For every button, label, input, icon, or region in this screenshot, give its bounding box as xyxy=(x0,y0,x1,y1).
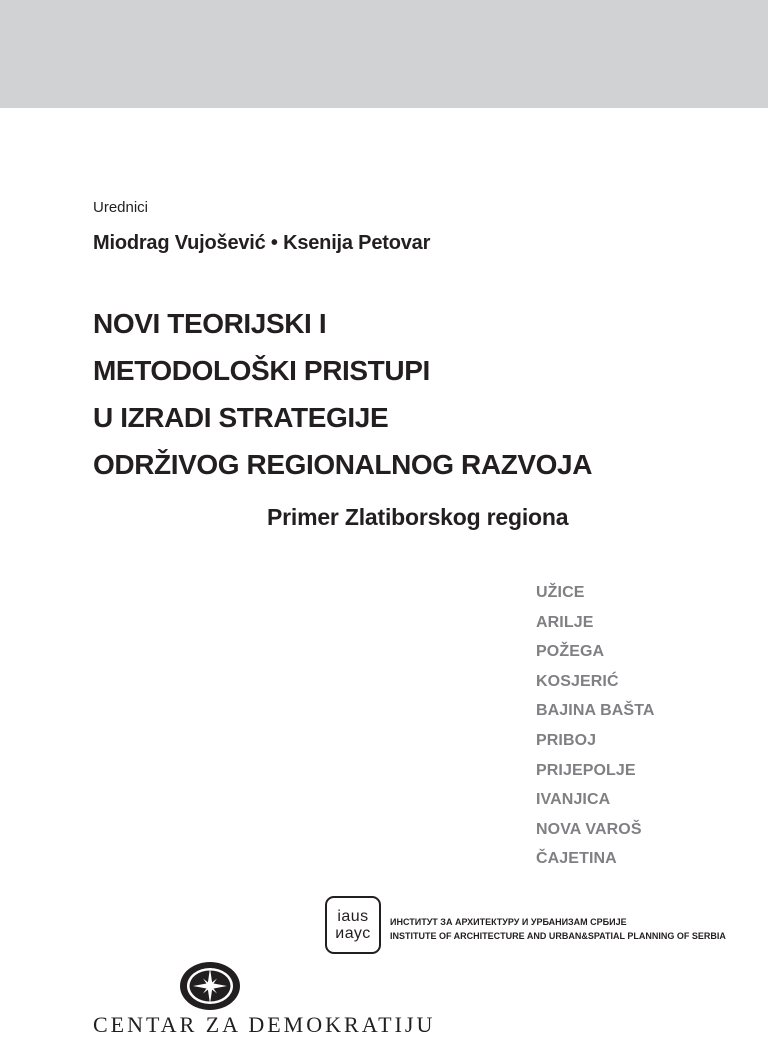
iaus-logo-cyrillic: иаус xyxy=(335,925,371,942)
title-line: U IZRADI STRATEGIJE xyxy=(93,402,389,433)
publisher-name-cyrillic: ИНСТИТУТ ЗА АРХИТЕКТУРУ И УРБАНИЗАМ СРБИЈЕ xyxy=(390,917,627,927)
town-item: ARILJE xyxy=(536,613,594,631)
town-item: KOSJERIĆ xyxy=(536,672,619,690)
editors-label: Urednici xyxy=(93,199,149,216)
title-line: METODOLOŠKI PRISTUPI xyxy=(93,355,430,386)
town-item: POŽEGA xyxy=(536,643,605,661)
town-item: BAJINA BAŠTA xyxy=(536,702,655,720)
copublisher-name: CENTAR ZA DEMOKRATIJU xyxy=(93,1012,436,1037)
town-item: NOVA VAROŠ xyxy=(536,820,642,838)
star-emblem-icon xyxy=(178,960,242,1012)
title-line: ODRŽIVOG REGIONALNOG RAZVOJA xyxy=(93,449,593,480)
town-item: PRIBOJ xyxy=(536,731,597,749)
town-item: ČAJETINA xyxy=(536,850,617,868)
town-item: PRIJEPOLJE xyxy=(536,761,636,779)
town-item: UŽICE xyxy=(536,584,585,601)
editors-names: Miodrag Vujošević • Ksenija Petovar xyxy=(93,232,431,254)
iaus-logo xyxy=(325,896,381,954)
book-title xyxy=(93,300,592,488)
publisher-name xyxy=(390,915,726,943)
town-item: IVANJICA xyxy=(536,791,611,809)
towns-list xyxy=(536,578,655,874)
title-line: NOVI TEORIJSKI I xyxy=(93,308,327,339)
book-subtitle: Primer Zlatiborskog regiona xyxy=(267,504,569,530)
publisher-name-english: INSTITUTE OF ARCHITECTURE AND URBAN&SPATIAL PLANNING OF SERBIA xyxy=(390,931,726,941)
iaus-logo-latin: iaus xyxy=(337,908,369,925)
top-gray-band xyxy=(0,0,768,108)
